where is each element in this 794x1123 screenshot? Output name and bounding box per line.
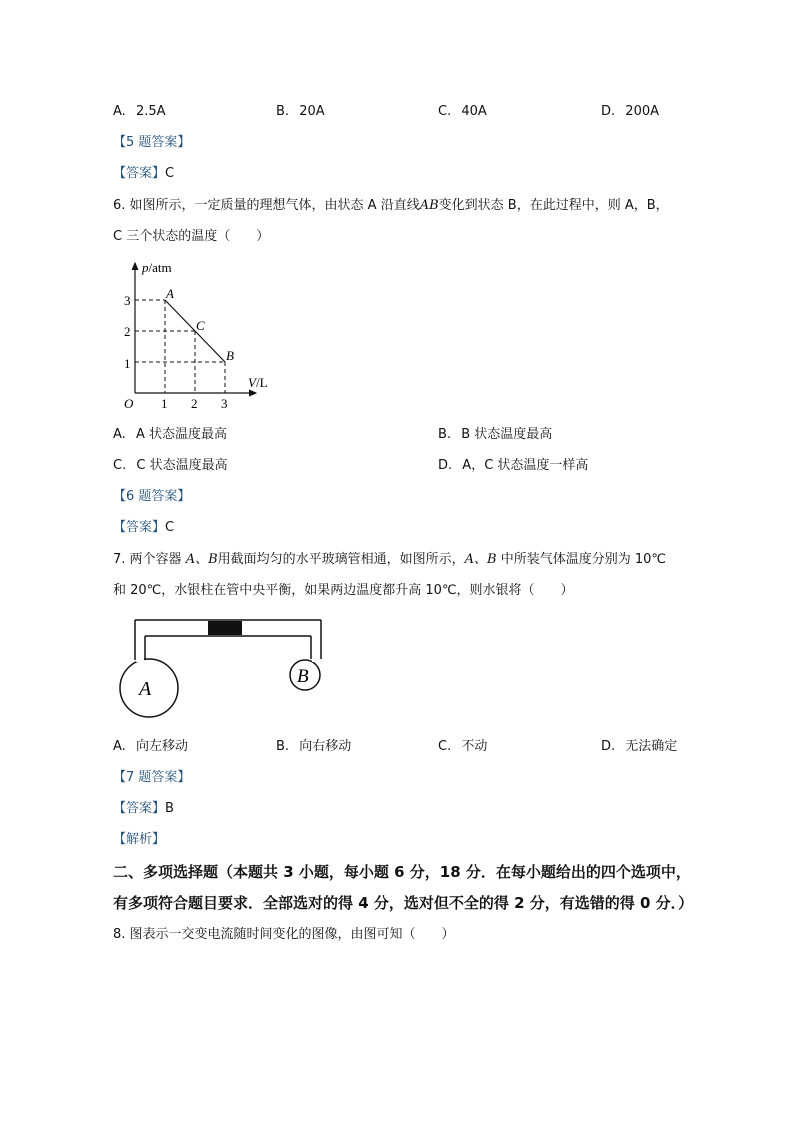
origin-label: O <box>124 396 134 411</box>
option-letter: D. <box>601 739 616 754</box>
option-text: A，C 状态温度一样高 <box>462 458 589 473</box>
x-axis-label <box>248 375 268 390</box>
option-letter: C. <box>438 739 452 754</box>
y-axis-unit: /atm <box>148 260 172 275</box>
x-axis-unit: /L <box>255 375 268 390</box>
q6-stem-line2: C 三个状态的温度（ ） <box>113 229 270 244</box>
option-letter: D. <box>601 104 616 119</box>
q6-answer-header: 【6 题答案】 <box>113 489 191 504</box>
q7-stem-line1 <box>113 552 666 568</box>
x-tick-2: 2 <box>191 396 198 411</box>
q6-option-a <box>113 427 227 443</box>
answer-label: 【答案】 <box>113 520 166 535</box>
section2-heading-line2: 有多项符合题目要求．全部选对的得 4 分，选对但不全的得 2 分，有选错的得 0 分．） <box>113 894 694 912</box>
q6-option-c <box>113 458 228 474</box>
option-text: 向右移动 <box>299 739 352 754</box>
answer-value: C <box>165 166 175 181</box>
option-text: C 状态温度最高 <box>136 458 228 473</box>
y-tick-1: 1 <box>124 356 131 371</box>
q7-stem-line2: 和 20℃，水银柱在管中央平衡，如果两边温度都升高 10℃，则水银将（ ） <box>113 583 574 598</box>
q6-option-b <box>438 427 552 443</box>
option-letter: A. <box>113 104 126 119</box>
answer-label: 【答案】 <box>113 801 166 816</box>
option-text: 无法确定 <box>625 739 678 754</box>
y-axis-var: p <box>142 260 149 275</box>
q5-option-d <box>601 104 659 120</box>
vessel-a-label: A <box>139 678 152 700</box>
q5-answer <box>113 166 174 182</box>
q7-option-c <box>438 739 487 755</box>
q6-answer <box>113 520 174 536</box>
point-c-label: C <box>196 318 205 333</box>
point-a-label: A <box>166 286 174 301</box>
guide-lines <box>135 300 225 393</box>
q7-answer-header: 【7 题答案】 <box>113 770 191 785</box>
q6-stem-part: 变化到状态 B，在此过程中，则 A，B， <box>438 198 669 213</box>
option-letter: D. <box>438 458 453 473</box>
x-tick-1: 1 <box>161 396 168 411</box>
q5-option-b <box>276 104 325 120</box>
option-text: B 状态温度最高 <box>461 427 553 442</box>
q6-pv-graph <box>110 255 270 415</box>
q6-stem-part: 6. 如图所示，一定质量的理想气体，由状态 A 沿直线 <box>113 198 420 213</box>
q7-stem-part: 7. 两个容器 <box>113 552 182 567</box>
option-text: 40A <box>461 104 487 119</box>
q7-option-d <box>601 739 677 755</box>
x-axis-var: V <box>248 375 256 390</box>
answer-value: C <box>165 520 175 535</box>
option-letter: B. <box>276 104 290 119</box>
answer-value: B <box>165 801 174 816</box>
option-text: 不动 <box>461 739 488 754</box>
x-tick-3: 3 <box>221 396 228 411</box>
q7-option-b <box>276 739 351 755</box>
q5-option-c <box>438 104 487 120</box>
q6-stem-line1 <box>113 198 669 214</box>
q7-option-a <box>113 739 188 755</box>
q6-stem-ab: AB <box>419 198 439 213</box>
q7-stem-part: 用截面均匀的水平玻璃管相通，如图所示， <box>217 552 465 567</box>
option-text: 向左移动 <box>135 739 188 754</box>
q6-option-d <box>438 458 588 474</box>
point-b-label: B <box>226 348 234 363</box>
q7-analysis-label: 【解析】 <box>113 832 166 847</box>
option-letter: A. <box>113 427 126 442</box>
tube-joint-left <box>136 652 144 662</box>
option-text: 20A <box>299 104 325 119</box>
vessel-b-label: B <box>297 666 309 687</box>
option-letter: C. <box>113 458 127 473</box>
q7-vessel-figure <box>110 612 330 724</box>
y-tick-2: 2 <box>124 324 131 339</box>
y-tick-3: 3 <box>124 293 131 308</box>
option-letter: C. <box>438 104 452 119</box>
option-text: 200A <box>625 104 660 119</box>
q5-option-a <box>113 104 166 120</box>
q8-stem: 8. 图表示一交变电流随时间变化的图像，由图可知（ ） <box>113 927 455 942</box>
q7-stem-part: 中所装气体温度分别为 10℃ <box>500 552 667 567</box>
q7-stem-vessels: A、B <box>185 552 218 567</box>
option-text: 2.5A <box>135 104 166 119</box>
y-axis-label <box>141 260 172 275</box>
answer-label: 【答案】 <box>113 166 166 181</box>
q7-answer <box>113 801 174 817</box>
tube-joint-right <box>312 652 320 662</box>
section2-heading-line1: 二、多项选择题（本题共 3 小题，每小题 6 分，18 分．在每小题给出的四个选项中， <box>113 863 691 881</box>
option-letter: A. <box>113 739 126 754</box>
q5-answer-header: 【5 题答案】 <box>113 135 191 150</box>
option-letter: B. <box>438 427 452 442</box>
mercury-column <box>208 621 242 635</box>
option-letter: B. <box>276 739 290 754</box>
option-text: A 状态温度最高 <box>135 427 227 442</box>
q7-stem-vessels: A、B <box>464 552 497 567</box>
